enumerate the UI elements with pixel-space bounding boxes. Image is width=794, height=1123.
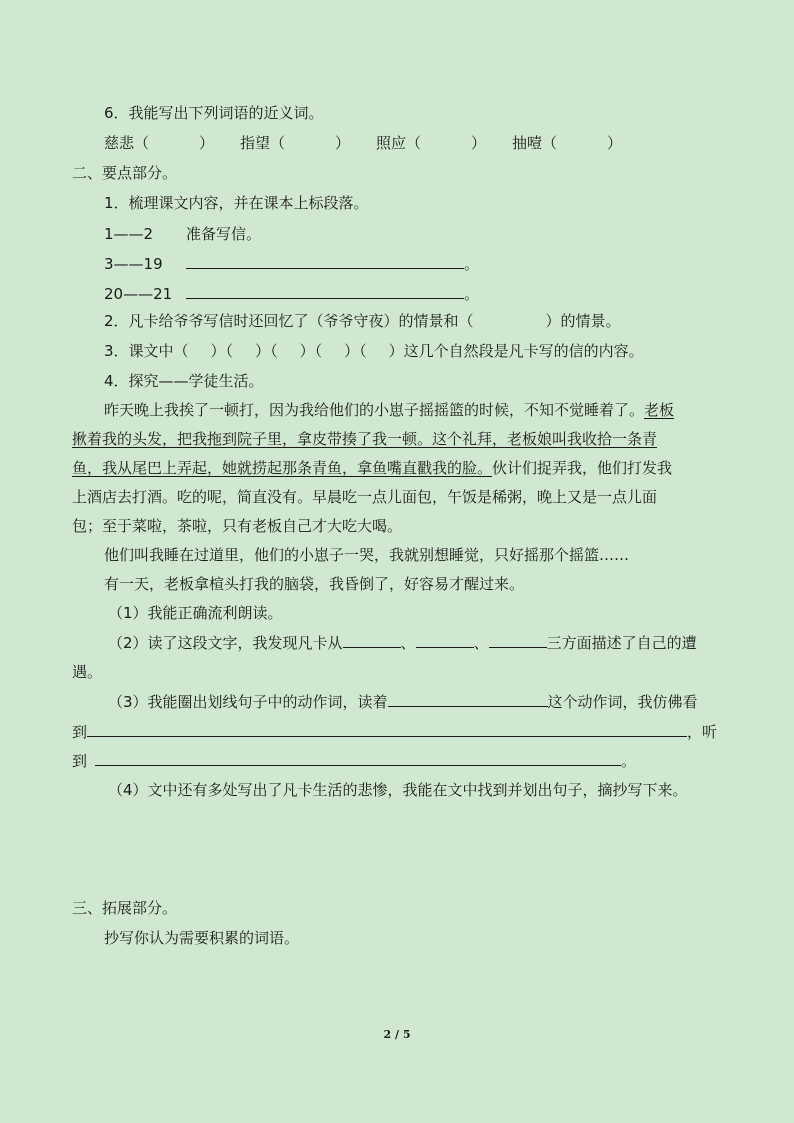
answer-blank[interactable]: [416, 633, 474, 648]
item1: 1．梳理课文内容，并在课本上标段落。: [104, 194, 369, 212]
section2-title: 二、要点部分。: [72, 164, 178, 182]
q6-word-2: 指望（ ）: [240, 134, 351, 152]
passage-line-5: 包；至于菜啦，茶啦，只有老板自己才大吃大喝。: [72, 517, 403, 535]
passage-line-3: 鱼，我从尾巴上弄起，她就捞起那条青鱼，拿鱼嘴直戳我的脸。伙计们捉弄我，他们打发我: [72, 459, 673, 477]
outline-blank-2: 。: [186, 254, 479, 274]
question-3-see: 到 ，听: [72, 723, 718, 741]
q6-title: 6．我能写出下列词语的近义词。: [104, 104, 324, 122]
q6-word-1: 慈悲（ ）: [104, 134, 215, 152]
question-3: （3）我能圈出划线句子中的动作词，读着 这个动作词，我仿佛看: [108, 693, 698, 711]
outline-range-3: 20——21: [104, 285, 173, 303]
item4: 4．探究——学徒生活。: [104, 372, 264, 390]
question-2: （2）读了这段文字，我发现凡卡从 、 、 三方面描述了自己的遭: [108, 634, 697, 652]
passage-line-2: 揪着我的头发，把我拖到院子里，拿皮带揍了我一顿。这个礼拜，老板娘叫我收拾一条青: [72, 430, 658, 448]
answer-blank[interactable]: [186, 284, 464, 299]
passage-line-4: 上酒店去打酒。吃的呢，简直没有。早晨吃一点儿面包，午饭是稀粥，晚上又是一点儿面: [72, 488, 658, 506]
answer-blank[interactable]: [95, 751, 621, 766]
item3: 3．课文中（ ）（ ）（ ）（ ）（ ）这几个自然段是凡卡写的信的内容。: [104, 342, 644, 360]
section3-title: 三、拓展部分。: [72, 899, 178, 917]
item2: 2．凡卡给爷爷写信时还回忆了（爷爷守夜）的情景和（ ）的情景。: [104, 312, 621, 330]
passage-paragraph-2: 他们叫我睡在过道里，他们的小崽子一哭，我就别想睡觉，只好摇那个摇篮……: [104, 546, 630, 564]
outline-text-1: 准备写信。: [186, 225, 262, 243]
answer-blank[interactable]: [343, 633, 401, 648]
page-number: 2 / 5: [383, 1028, 411, 1041]
question-2-cont: 遇。: [72, 663, 103, 681]
q6-word-3: 照应（ ）: [376, 134, 487, 152]
question-1: （1）我能正确流利朗读。: [108, 604, 283, 622]
outline-range-1: 1——2: [104, 225, 154, 243]
passage-paragraph-3: 有一天，老板拿楦头打我的脑袋，我昏倒了，好容易才醒过来。: [104, 575, 525, 593]
question-4: （4）文中还有多处写出了凡卡生活的悲惨，我能在文中找到并划出句子，摘抄写下来。: [108, 781, 688, 799]
answer-blank[interactable]: [186, 254, 464, 269]
answer-blank[interactable]: [87, 722, 687, 737]
question-3-hear: 到 。: [72, 752, 637, 770]
answer-blank[interactable]: [489, 633, 547, 648]
passage-line-1: 昨天晚上我挨了一顿打，因为我给他们的小崽子摇摇篮的时候，不知不觉睡着了。老板: [104, 401, 675, 419]
q6-word-4: 抽噎（ ）: [512, 134, 623, 152]
section3-item: 抄写你认为需要积累的词语。: [104, 929, 300, 947]
answer-blank[interactable]: [388, 692, 548, 707]
outline-range-2: 3——19: [104, 255, 163, 273]
outline-blank-3: 。: [186, 284, 479, 304]
